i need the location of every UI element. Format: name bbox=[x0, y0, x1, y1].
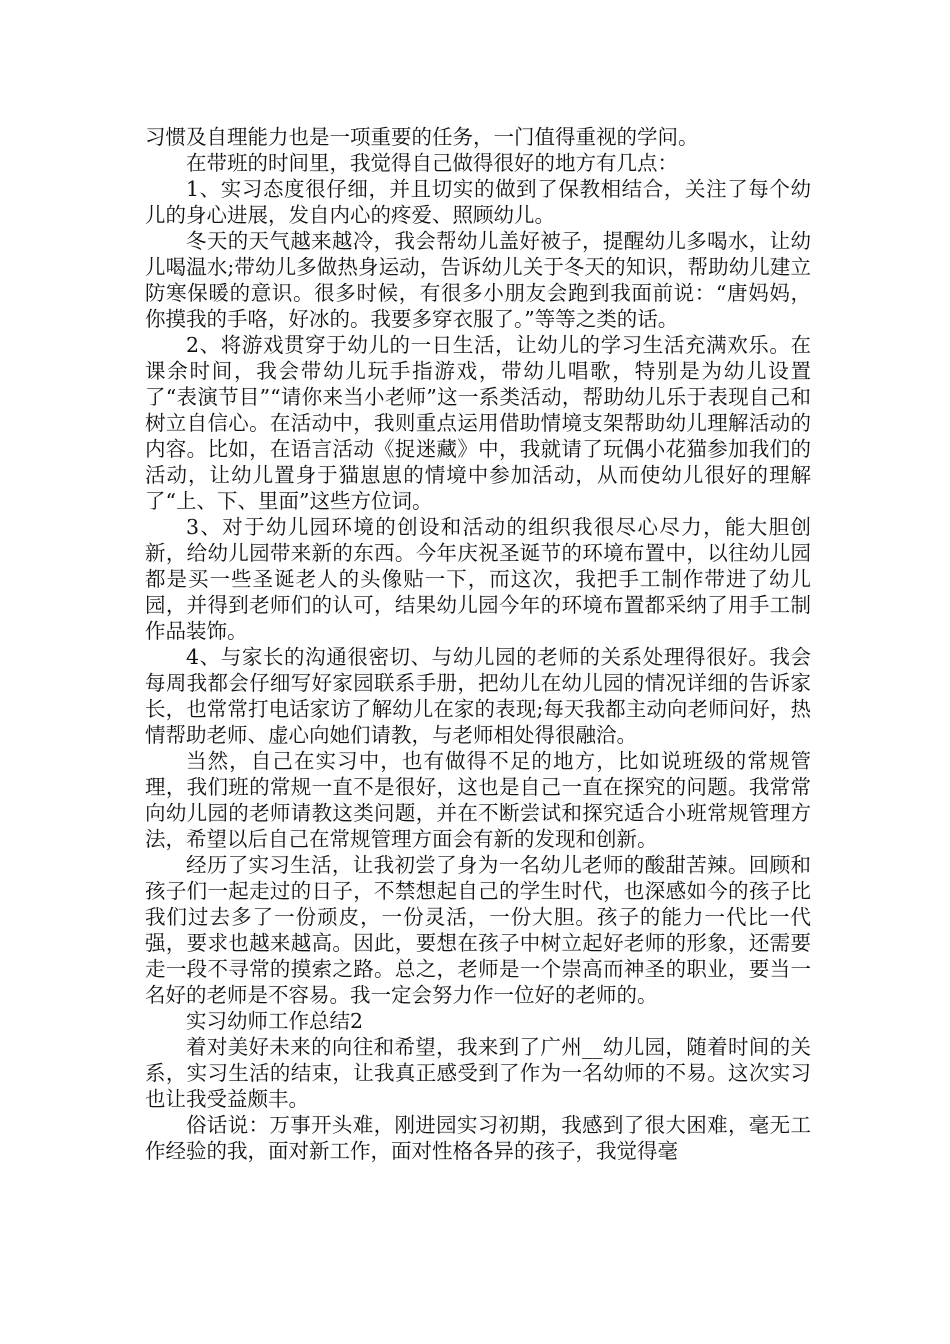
paragraph-point-2: 2、将游戏贯穿于幼儿的一日生活，让幼儿的学习生活充满欢乐。在课余时间，我会带幼儿玩手指游戏，带幼儿唱歌，特别是为幼儿设置了“表演节目”“请你来当小老师”这一系类活动，帮助幼儿乐于表现自己和树立自信心。在活动中，我则重点运用借助情境支架帮助幼儿理解活动的内容。比如，在语言活动《捉迷藏》中，我就请了玩偶小花猫参加我们的活动，让幼儿置身于猫崽崽的情境中参加活动，从而使幼儿很好的理解了“上、下、里面”这些方位词。 bbox=[145, 333, 811, 513]
paragraph-point-1: 1、实习态度很仔细，并且切实的做到了保教相结合，关注了每个幼儿的身心进展，发自内心的疼爱、照顾幼儿。 bbox=[145, 177, 811, 227]
paragraph-section2-start: 俗话说：万事开头难，刚进园实习初期，我感到了很大困难，毫无工作经验的我，面对新工作，面对性格各异的孩子，我觉得毫 bbox=[145, 1113, 811, 1163]
paragraph-continuation: 习惯及自理能力也是一项重要的任务，一门值得重视的学问。 bbox=[145, 125, 699, 149]
paragraph-shortcomings: 当然，自己在实习中，也有做得不足的地方，比如说班级的常规管理，我们班的常规一直不是很好，这也是自己一直在探究的问题。我常常向幼儿园的老师请教这类问题，并在不断尝试和探究适合小班常规管理方法，希望以后自己在常规管理方面会有新的发现和创新。 bbox=[145, 749, 811, 851]
document-body bbox=[145, 124, 811, 1164]
section-heading: 实习幼师工作总结2 bbox=[186, 1009, 364, 1033]
paragraph-point-3: 3、对于幼儿园环境的创设和活动的组织我很尽心尽力，能大胆创新，给幼儿园带来新的东西。今年庆祝圣诞节的环境布置中，以往幼儿园都是买一些圣诞老人的头像贴一下，而这次，我把手工制作带进了幼儿园，并得到老师们的认可，结果幼儿园今年的环境布置都采纳了用手工制作品装饰。 bbox=[145, 515, 811, 643]
paragraph-point-4: 4、与家长的沟通很密切、与幼儿园的老师的关系处理得很好。我会每周我都会仔细写好家园联系手册，把幼儿在幼儿园的情况详细的告诉家长，也常常打电话家访了解幼儿在家的表现;每天我都主动向老师问好，热情帮助老师、虚心向她们请教，与老师相处得很融洽。 bbox=[145, 645, 811, 747]
paragraph-winter: 冬天的天气越来越冷，我会帮幼儿盖好被子，提醒幼儿多喝水，让幼儿喝温水;带幼儿多做热身运动，告诉幼儿关于冬天的知识，帮助幼儿建立防寒保暖的意识。很多时候，有很多小朋友会跑到我面前说：“唐妈妈，你摸我的手咯，好冰的。我要多穿衣服了。”等等之类的话。 bbox=[145, 229, 811, 331]
paragraph-intro: 在带班的时间里，我觉得自己做得很好的地方有几点： bbox=[186, 151, 678, 175]
paragraph-section2-intro: 着对美好未来的向往和希望，我来到了广州__幼儿园，随着时间的关系，实习生活的结束，让我真正感受到了作为一名幼师的不易。这次实习也让我受益颇丰。 bbox=[145, 1035, 811, 1111]
paragraph-conclusion: 经历了实习生活，让我初尝了身为一名幼儿老师的酸甜苦辣。回顾和孩子们一起走过的日子，不禁想起自己的学生时代，也深感如今的孩子比我们过去多了一份顽皮，一份灵活，一份大胆。孩子的能力一代比一代强，要求也越来越高。因此，要想在孩子中树立起好老师的形象，还需要走一段不寻常的摸索之路。总之，老师是一个崇高而神圣的职业，要当一名好的老师是不容易。我一定会努力作一位好的老师的。 bbox=[145, 853, 811, 1007]
